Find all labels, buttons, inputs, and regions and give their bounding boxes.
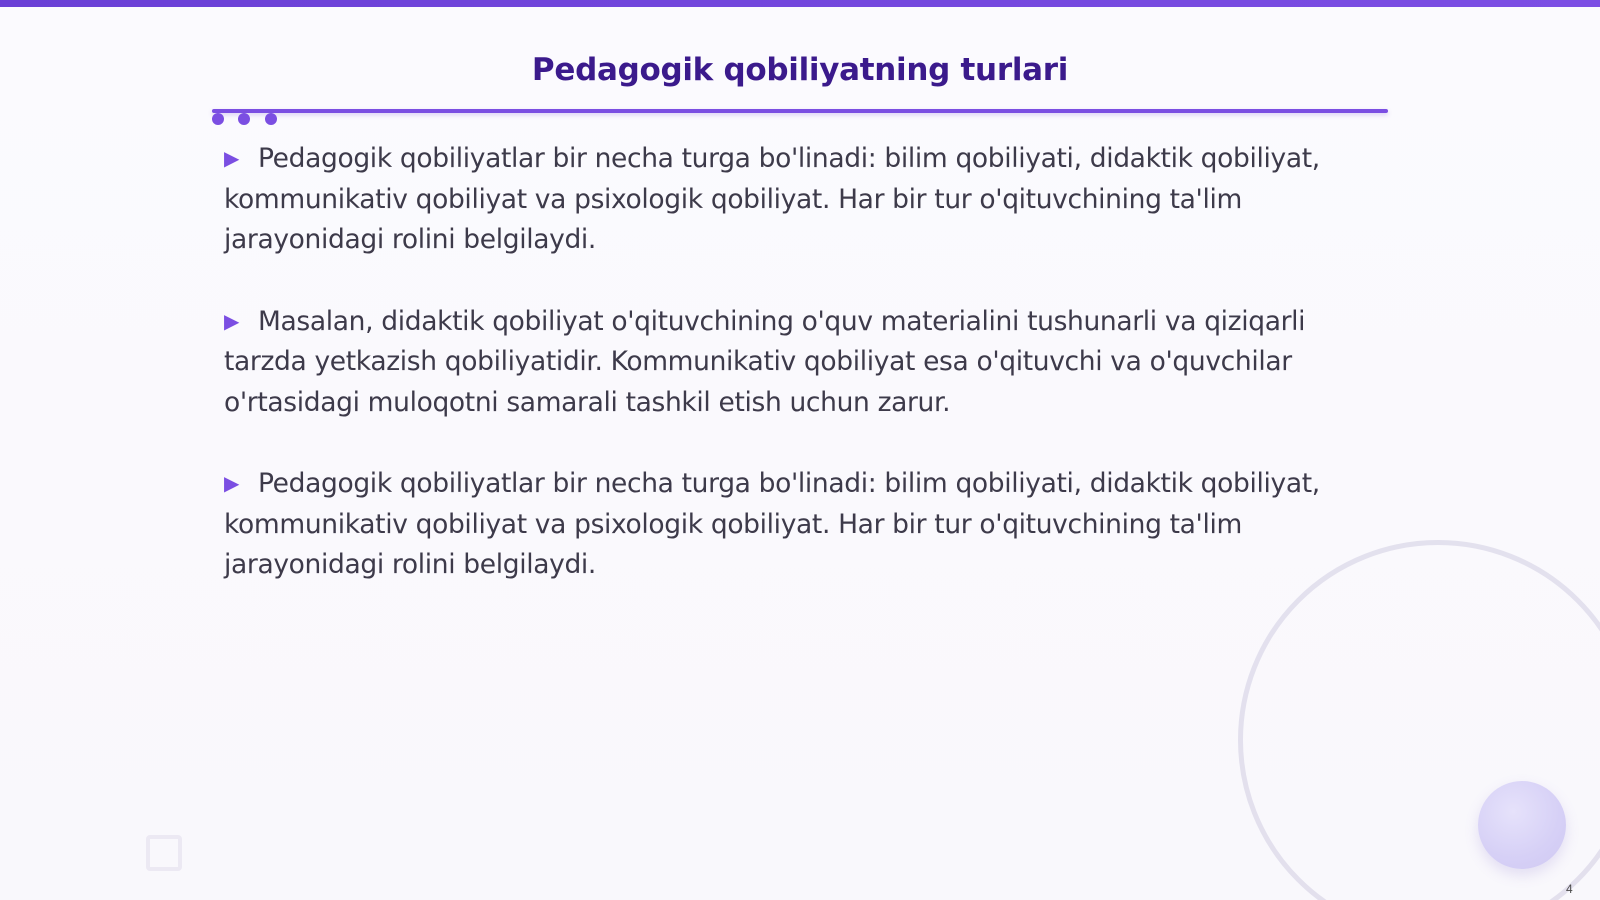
title-underline — [212, 109, 1388, 113]
bullet-text: Pedagogik qobiliyatlar bir necha turga bo'linadi: bilim qobiliyati, didaktik qobiliyat, kommunikativ qobiliyat va psixologik qobiliyat. Har bir tur o'qituvchining ta'lim jarayonidagi rolini belgilaydi. — [224, 468, 1320, 580]
decorative-dot — [212, 113, 224, 125]
decorative-dot — [265, 113, 277, 125]
bullet-arrow-icon: ▶ — [224, 146, 240, 170]
decorative-square — [146, 835, 182, 871]
bullet-arrow-icon: ▶ — [224, 308, 240, 333]
top-accent-bar — [0, 0, 1600, 7]
slide-title: Pedagogik qobiliyatning turlari — [531, 52, 1069, 88]
bullet-list — [224, 138, 1384, 626]
decorative-dot — [238, 113, 250, 125]
bullet-item — [224, 301, 1384, 424]
bullet-item — [224, 138, 1384, 261]
page-number: 4 — [1566, 882, 1573, 896]
bullet-item — [224, 463, 1384, 586]
bullet-text: Pedagogik qobiliyatlar bir necha turga bo'linadi: bilim qobiliyati, didaktik qobiliyat, kommunikativ qobiliyat va psixologik qobiliyat. Har bir tur o'qituvchining ta'lim jarayonidagi rolini belgilaydi. — [224, 143, 1320, 255]
decorative-circle — [1478, 781, 1566, 869]
bullet-text: Masalan, didaktik qobiliyat o'qituvchining o'quv materialini tushunarli va qiziqarli tarzda yetkazish qobiliyatidir. Kommunikativ qobiliyat esa o'qituvchi va o'quvchilar o'rtasidagi muloqotni samarali tashkil etish uchun zarur. — [224, 305, 1306, 418]
bullet-arrow-icon: ▶ — [224, 471, 240, 495]
